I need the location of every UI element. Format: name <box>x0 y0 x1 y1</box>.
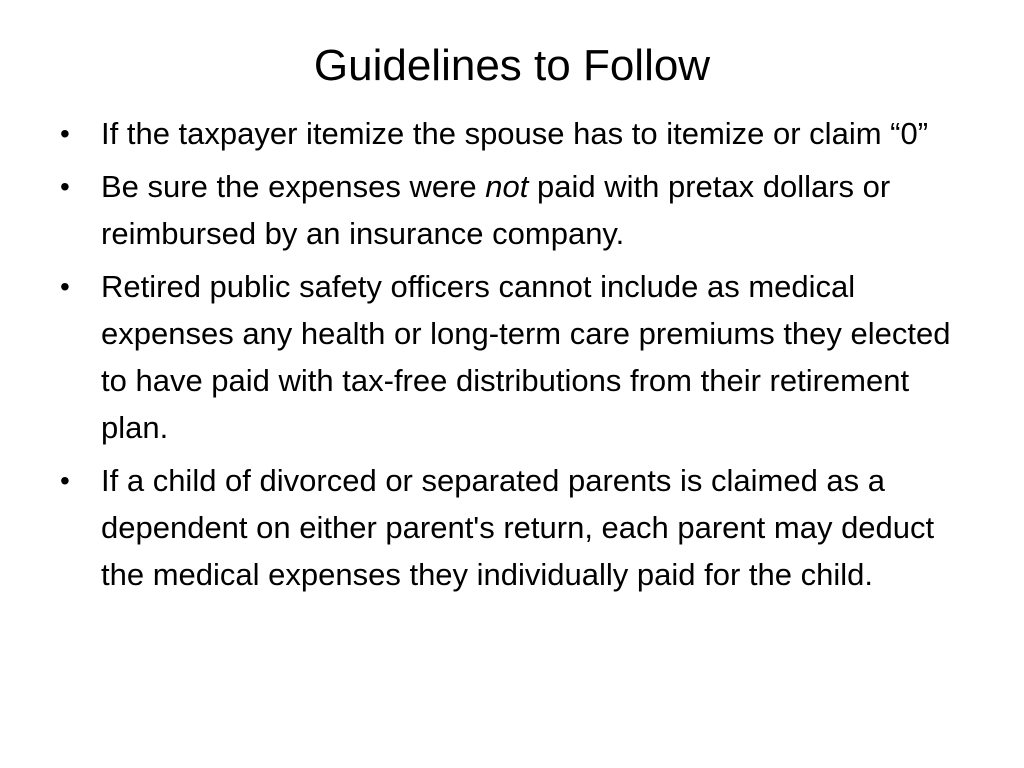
bullet-icon: • <box>60 171 70 202</box>
bullet-icon: • <box>60 271 70 302</box>
bullet-icon: • <box>60 465 70 496</box>
bullet-item-pretax-dollars <box>54 163 984 257</box>
bullet-text-after: paid with pretax dollars or reimbursed by an insurance company. <box>101 169 891 251</box>
bullet-text-before: Be sure the expenses were <box>101 169 486 204</box>
bullet-text: If the taxpayer itemize the spouse has to itemize or claim “0” <box>101 116 929 151</box>
bullet-item-spouse-itemize <box>54 110 984 157</box>
slide-title: Guidelines to Follow <box>313 41 711 90</box>
bullet-text: Retired public safety officers cannot include as medical expenses any health or long-term care premiums they elected to have paid with tax-free distributions from their retirement plan. <box>101 269 951 445</box>
bullet-list <box>54 110 984 604</box>
bullet-item-retired-officers <box>54 263 984 451</box>
bullet-item-divorced-parents <box>54 457 984 598</box>
bullet-text: If a child of divorced or separated parents is claimed as a dependent on either parent's return, each parent may deduct the medical expenses they individually paid for the child. <box>101 463 935 592</box>
bullet-text-emphasis: not <box>485 169 529 204</box>
bullet-icon: • <box>60 118 70 149</box>
